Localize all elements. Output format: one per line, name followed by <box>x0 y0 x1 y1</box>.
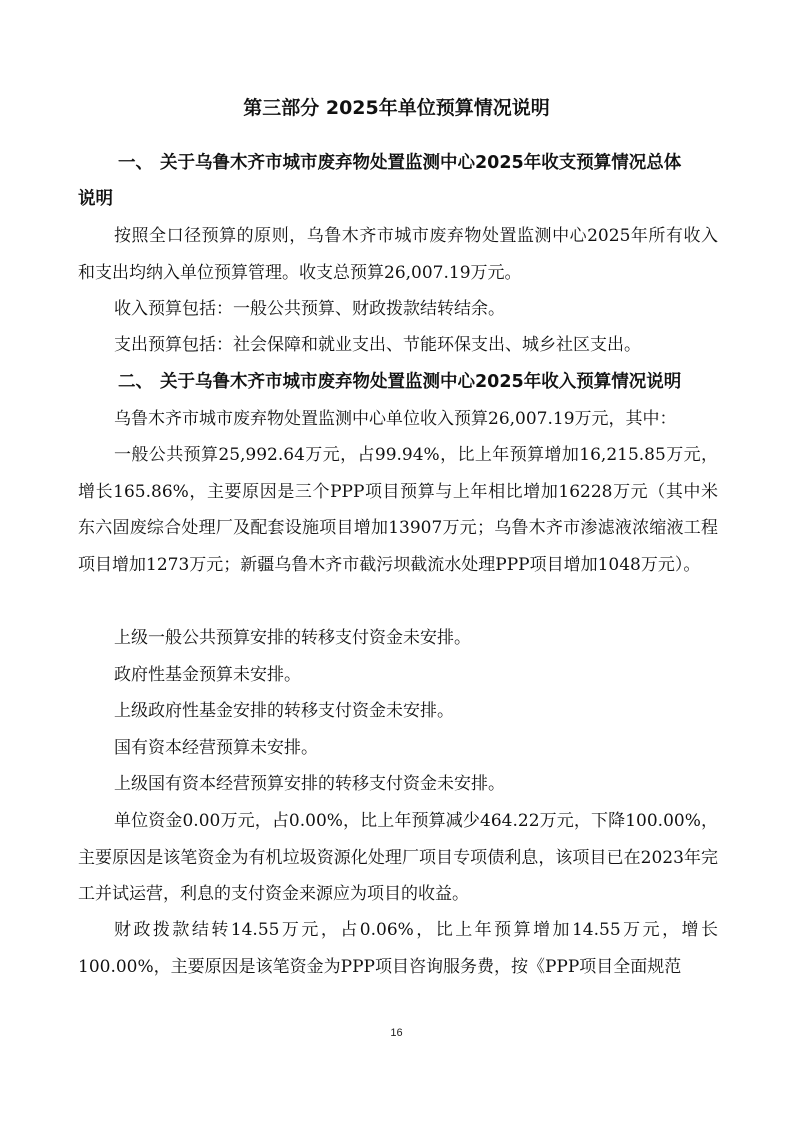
page-title: 第三部分 2025年单位预算情况说明 <box>243 97 550 119</box>
section-2-heading <box>78 364 718 400</box>
paragraph: 上级国有资本经营预算安排的转移支付资金未安排。 <box>114 774 505 794</box>
paragraph: 支出预算包括：社会保障和就业支出、节能环保支出、城乡社区支出。 <box>114 335 641 355</box>
section-1-heading <box>78 145 718 181</box>
paragraph: 一般公共预算25,992.64万元，占99.94%，比上年预算增加16,215.85万元，增长165.86%，主要原因是三个PPP项目预算与上年相比增加16228万元（其中米东六固废综合处理厂及配套设施项目增加13907万元；乌鲁木齐市渗滤液浓缩液工程项目增加1273万元；新疆乌鲁木齐市截污坝截流水处理PPP项目增加1048万元）。 <box>78 445 718 575</box>
paragraph: 财政拨款结转14.55万元，占0.06%，比上年预算增加14.55万元，增长100.00%，主要原因是该笔资金为PPP项目咨询服务费，按《PPP项目全面规范 <box>78 920 718 977</box>
paragraph: 单位资金0.00万元，占0.00%，比上年预算减少464.22万元，下降100.00%，主要原因是该笔资金为有机垃圾资源化处理厂项目专项债利息，该项目已在2023年完工并试运营，利息的支付资金来源应为项目的收益。 <box>78 811 718 904</box>
section-2-number: 二、 <box>118 372 153 392</box>
section-2-title: 关于乌鲁木齐市城市废弃物处置监测中心2025年收入预算情况说明 <box>160 372 682 392</box>
paragraph: 上级一般公共预算安排的转移支付资金未安排。 <box>114 628 471 648</box>
paragraph: 上级政府性基金安排的转移支付资金未安排。 <box>114 701 454 721</box>
paragraph: 收入预算包括：一般公共预算、财政拨款结转结余。 <box>114 299 505 319</box>
paragraph: 政府性基金预算未安排。 <box>114 665 301 685</box>
page-number: 16 <box>390 1027 403 1039</box>
paragraph: 按照全口径预算的原则，乌鲁木齐市城市废弃物处置监测中心2025年所有收入和支出均纳入单位预算管理。收支总预算26,007.19万元。 <box>78 226 718 283</box>
section-1-title: 关于乌鲁木齐市城市废弃物处置监测中心2025年收支预算情况总体 <box>160 153 682 173</box>
paragraph: 国有资本经营预算未安排。 <box>114 738 318 758</box>
paragraph: 乌鲁木齐市城市废弃物处置监测中心单位收入预算26,007.19万元，其中： <box>114 409 677 429</box>
section-1-heading-cont: 说明 <box>78 189 113 209</box>
section-1-number: 一、 <box>118 153 153 173</box>
